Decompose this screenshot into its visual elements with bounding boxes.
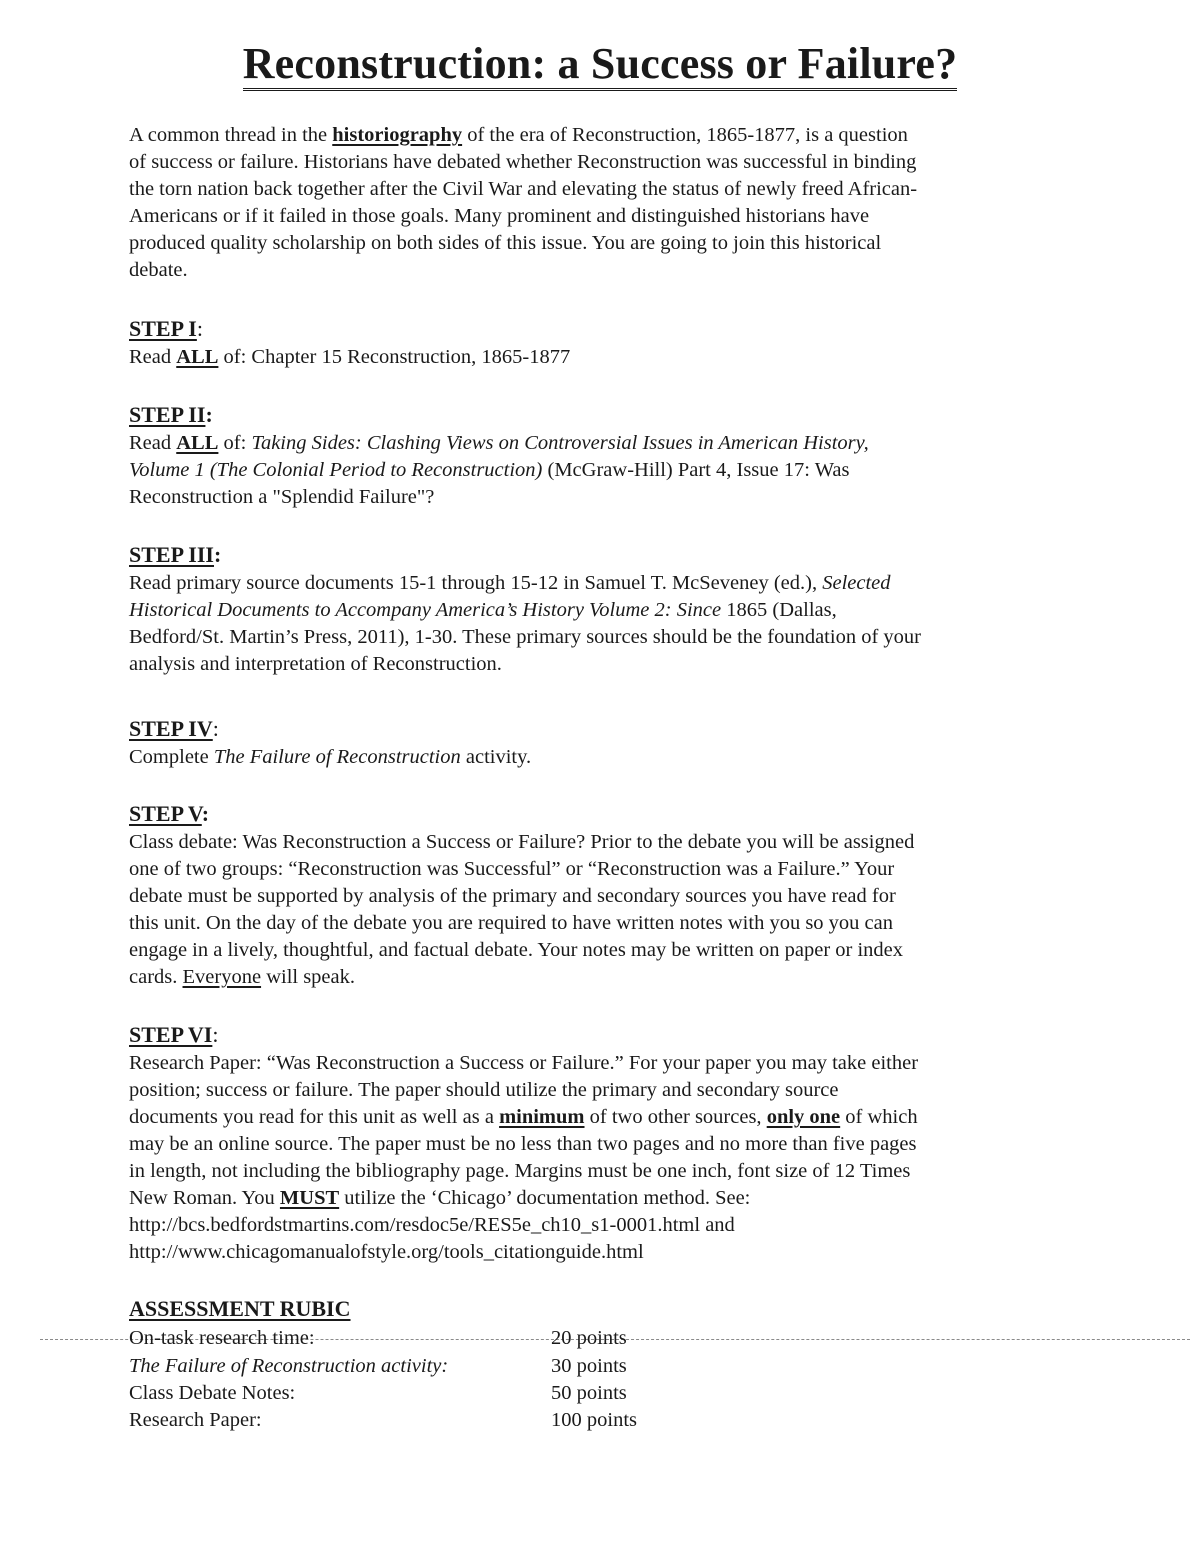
step-2-heading: STEP II:	[129, 402, 213, 427]
intro-paragraph	[129, 122, 1039, 284]
link-chicago: http://www.chicagomanualofstyle.org/tools_citationguide.html	[129, 1241, 644, 1263]
step-6-heading: STEP VI:	[129, 1022, 219, 1047]
step-6-text: Research Paper: “Was Reconstruction a Success or Failure.” For your paper you may take either position; success or failure. The paper should utilize the primary and secondary source documents you read for this unit as well as a minimum of two other sources, only one of which may be an online source. The paper must be no less than two pages and no more than five pages in length, not including the bibliography page. Margins must be one inch, font size of 12 Times New Roman. You MUST utilize the ‘Chicago’ documentation method. See: http://bcs.bedfordstmartins.com/resdoc5e/RES5e_ch10_s1-0001.html and http://www.chicagomanualofstyle.org/tools_citationguide.html	[129, 1050, 1039, 1266]
step-5-text: Class debate: Was Reconstruction a Success or Failure? Prior to the debate you will be assigned one of two groups: “Reconstruction was Successful” or “Reconstruction was a Failure.” Your debate must be supported by analysis of the primary and secondary sources you have read for this unit. On the day of the debate you are required to have written notes with you so you can engage in a lively, thoughtful, and factual debate. Your notes may be written on paper or index cards. Everyone will speak.	[129, 831, 915, 988]
rubric-heading: ASSESSMENT RUBIC	[129, 1296, 351, 1321]
intro-line-4: Americans or if it failed in those goals. Many prominent and distinguished historians have	[129, 205, 870, 227]
step-4-heading: STEP IV:	[129, 716, 219, 741]
historiography-term: historiography	[332, 124, 463, 146]
step-3-text: Read primary source documents 15-1 through 15-12 in Samuel T. McSeveney (ed.), Selected Historical Documents to Accompany America’s History Volume 2: Since 1865 (Dallas, Bedford/St. Martin’s Press, 2011), 1-30. These primary sources should be the foundation of your analysis and interpretation of Reconstruction.	[129, 572, 921, 675]
step-2-text: Read ALL of: Taking Sides: Clashing Views on Controversial Issues in American History, Volume 1 (The Colonial Period to Reconstruction) (McGraw-Hill) Part 4, Issue 17: Was Reconstruction a "Splendid Failure"?	[129, 432, 869, 508]
intro-line-5: produced quality scholarship on both sides of this issue. You are going to join this historical	[129, 232, 882, 254]
step-3-heading: STEP III:	[129, 542, 222, 567]
step-1-text: Read ALL of: Chapter 15 Reconstruction, 1865-1877	[129, 346, 571, 368]
step-5-heading: STEP V:	[129, 801, 210, 826]
intro-line-3: the torn nation back together after the Civil War and elevating the status of newly freed African-	[129, 178, 918, 200]
step-4-text: Complete The Failure of Reconstruction activity.	[129, 746, 532, 768]
step-1-heading: STEP I:	[129, 316, 203, 341]
link-bedford: http://bcs.bedfordstmartins.com/resdoc5e/RES5e_ch10_s1-0001.html and	[129, 1214, 735, 1236]
intro-line-1: A common thread in the historiography of the era of Reconstruction, 1865-1877, is a question	[129, 124, 908, 146]
intro-line-2: of success or failure. Historians have debated whether Reconstruction was successful in binding	[129, 151, 917, 173]
title-text: Reconstruction: a Success or Failure?	[243, 39, 958, 91]
document-page: Reconstruction: a Success or Failure? A common thread in the historiography of the era of Reconstruction, 1865-1877, is a question of success or failure. Historians have debated whether Reconstruction was successful in binding the torn nation back together after the Civil War and elevating the status of newly freed African- Americans or if it failed in those goals. Many prominent and distinguished historians have produced quality scholarship on both sides of this issue. You are going to join this historical debate. STEP I: Read ALL of: Chapter 15 Reconstruction, 1865-1877 STEP II: Read ALL of: Taking Sides: Clashing Views on Controversial Issues in American History, Volume 1 (The Colonial Period to Reconstruction) (McGraw-Hill) Part 4, Issue 17: Was Reconstruction a "Splendid Failure"? STEP III: Read primary source documents 15-1 through 15-12 in Samuel T. McSeveney (ed.), Selected Historical Documents to Accompany America’s History Volume 2: Since 1865 (Dallas, Bedford/St. Martin’s Press, 2011), 1-30. These primary sources should be the foundation of your analysis and interpretation of Reconstruction. STEP IV: Complete The Failure of Reconstruction activity. STEP V: Class debate: Was Reconstruction a Success or Failure? Prior to the debate you will be assigned one of two groups: “Reconstruction was Successful” or “Reconstruction was a Failure.” Your debate must be supported by analysis of the primary and secondary sources you have read for this unit. On the day of the debate you are required to have written notes with you so you can engage in a lively, thoughtful, and factual debate. Your notes may be written on paper or index cards. Everyone will speak. STEP VI: Research Paper: “Was Reconstruction a Success or Failure.” For your paper you may take either position; success or failure. The paper should utilize the primary and secondary source documents you read for this unit as well as a minimum of two other sources, only one of which may be an online source. The paper must be no less than two pages and no more than five pages in length, not including the bibliography page. Margins must be one inch, font size of 12 Times New Roman. You MUST utilize the ‘Chicago’ documentation method. See: http://bcs.bedfordstmartins.com/resdoc5e/RES5e_ch10_s1-0001.html and http://www.chicagomanualofstyle.org/tools_citationguide.html ASSESSMENT RUBIC On-task research time: 20 points The Failure of Reconstruction activity: 30 points Class Debate Notes: 50 points Research Paper: 100 points	[0, 0, 1200, 1553]
page-title	[0, 38, 1200, 89]
intro-line-6: debate.	[129, 259, 188, 281]
